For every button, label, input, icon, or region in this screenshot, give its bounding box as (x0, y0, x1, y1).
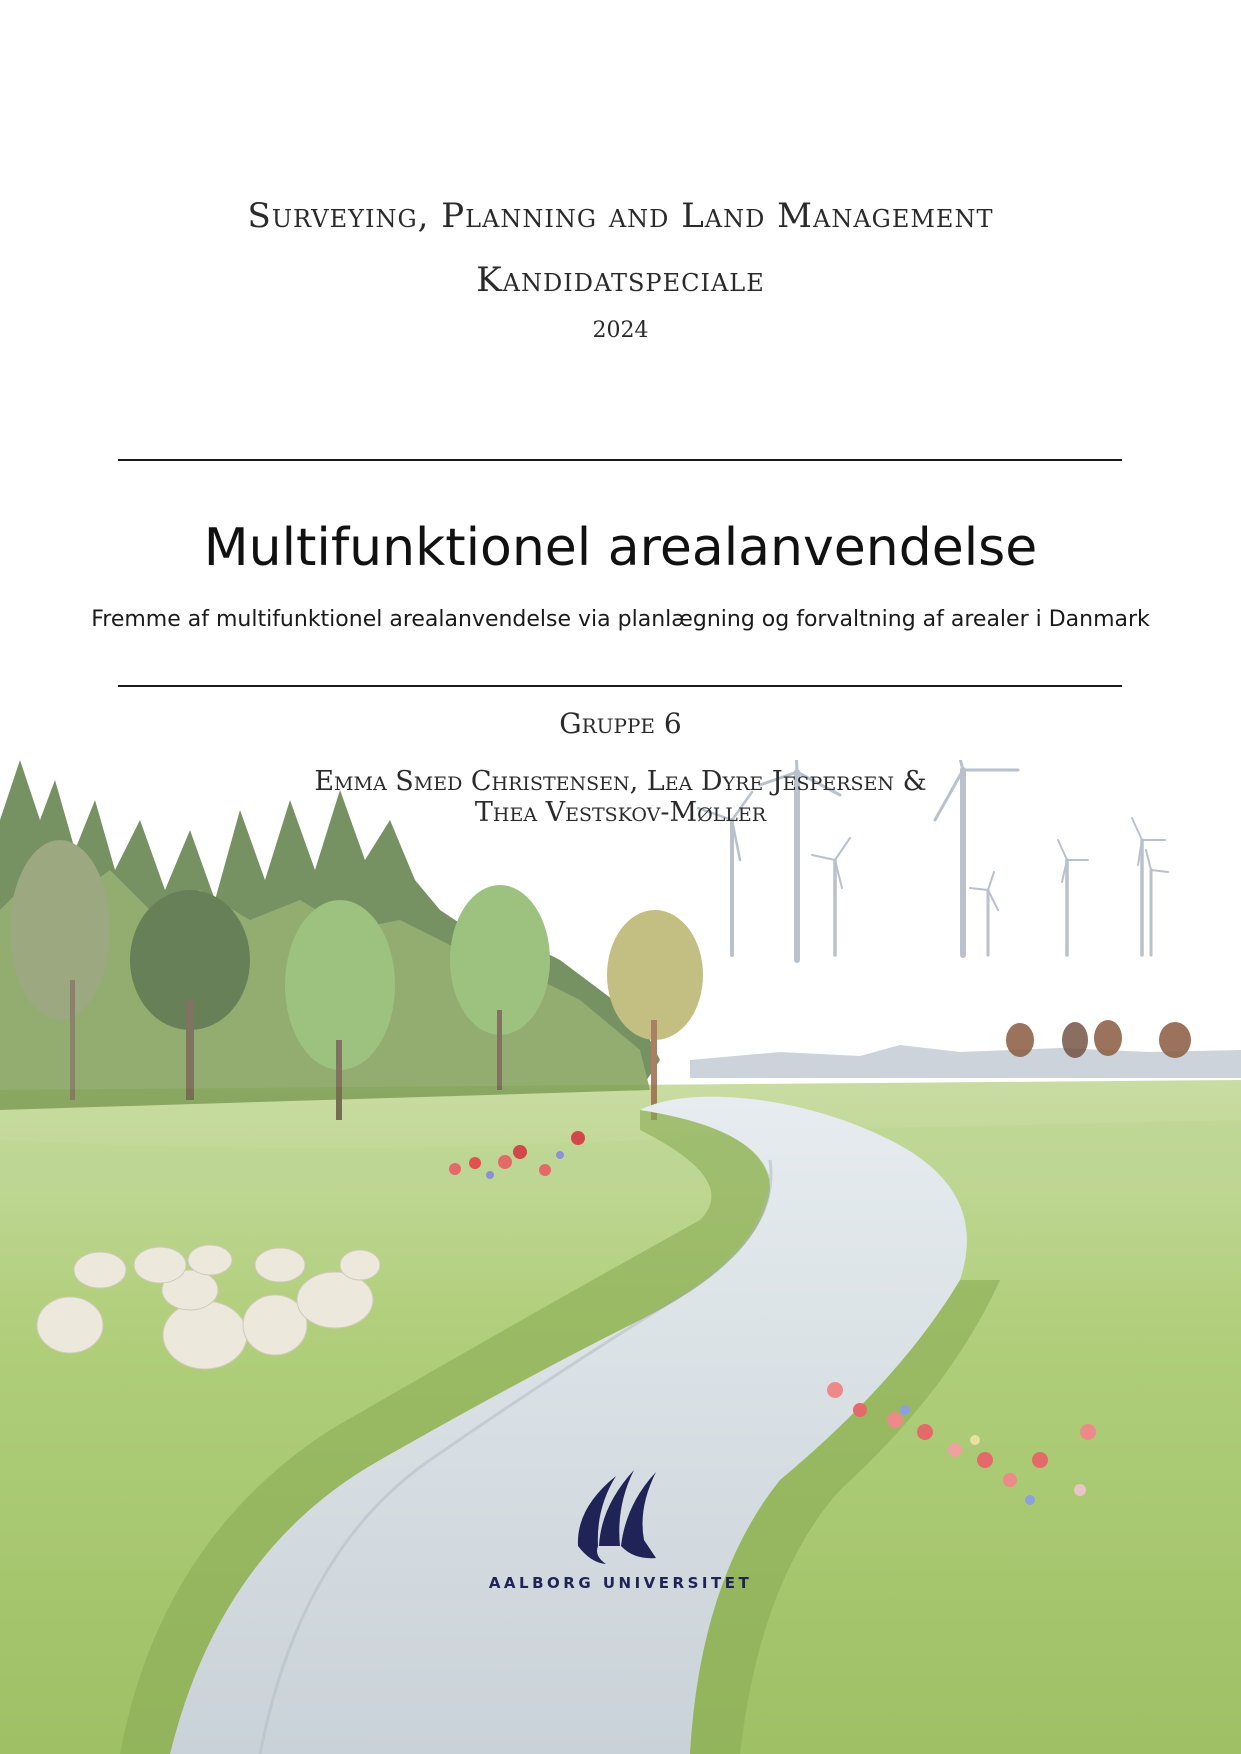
title-bottom-rule (118, 685, 1122, 687)
cover-landscape-image (0, 760, 1241, 1754)
authors-line-1: Emma Smed Christensen, Lea Dyre Jespersen & (314, 766, 927, 797)
authors-line-2: Thea Vestskov-Møller (474, 797, 767, 828)
thesis-year: 2024 (592, 318, 649, 343)
aau-logo-text: AALBORG UNIVERSITET (488, 1574, 753, 1592)
group-name: Gruppe 6 (559, 707, 682, 740)
thesis-type: Kandidatspeciale (476, 260, 765, 300)
program-name: Surveying, Planning and Land Management (247, 196, 994, 236)
title-top-rule (118, 459, 1122, 461)
author-list (0, 766, 1241, 828)
thesis-title: Multifunktionel arealanvendelse (203, 518, 1038, 578)
thesis-subtitle: Fremme af multifunktionel arealanvendelse via planlægning og forvaltning af arealer i Danmark (91, 607, 1150, 632)
